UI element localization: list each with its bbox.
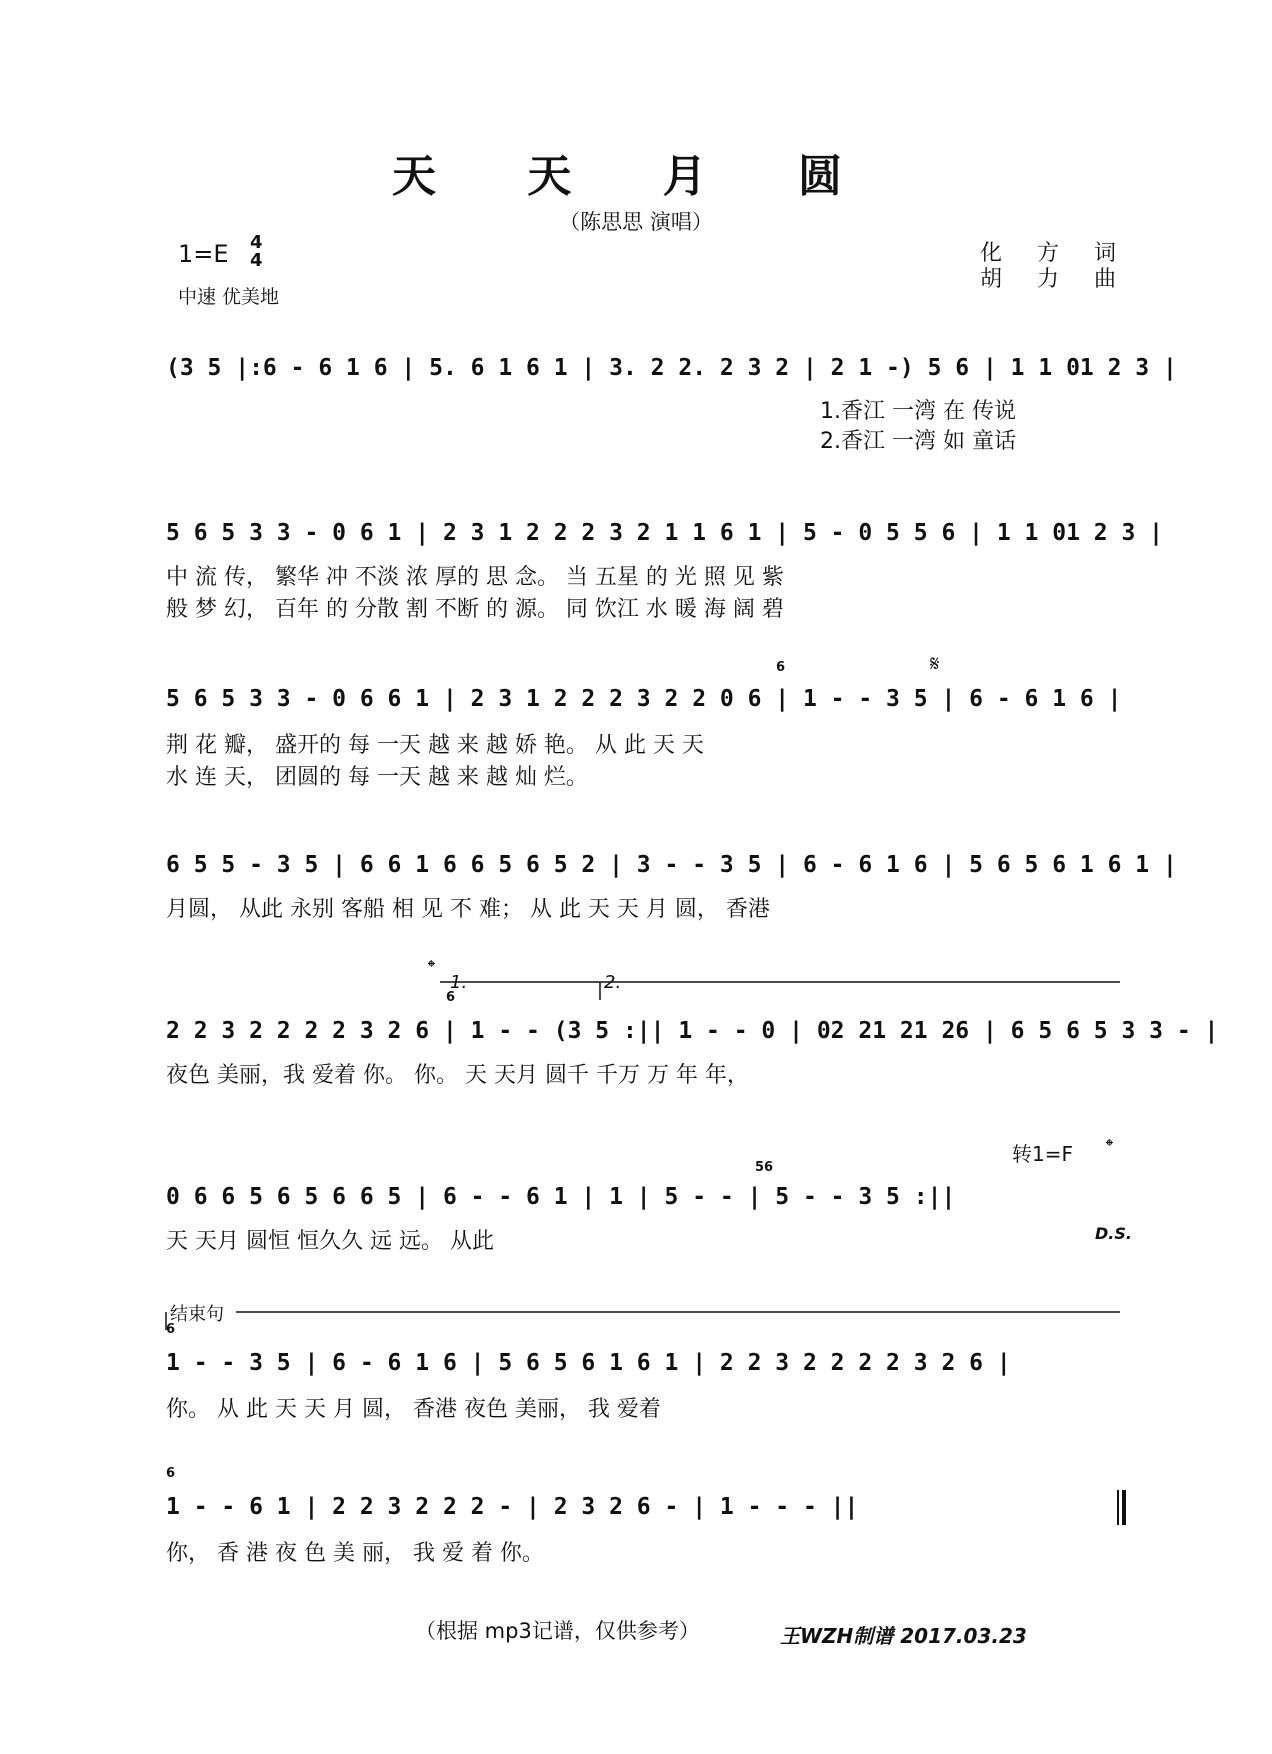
score-line-8: 1 - - 6 1 | 2 2 3 2 2 2 - | 2 3 2 6 - | 1 - - - ||	[166, 1494, 859, 1520]
lyricist-credit: 化 方 词	[980, 241, 1130, 266]
lyric-line-8: 你， 香 港 夜 色 美 丽， 我 爱 着 你。	[166, 1541, 544, 1566]
meter-change-56: 56	[755, 1160, 774, 1175]
lyric-line-2a: 中 流 传， 繁华 冲 不淡 浓 厚的 思 念。 当 五星 的 光 照 见 紫	[166, 565, 784, 590]
lyric-line-3b: 水 连 天， 团圆的 每 一天 越 来 越 灿 烂。	[166, 765, 588, 790]
lyric-line-1a: 1.香江 一湾 在 传说	[820, 399, 1016, 424]
subtitle: （陈思思 演唱）	[559, 210, 713, 234]
arranger-signature: 王WZH制谱 2017.03.23	[780, 1624, 1027, 1648]
meter-change-6b: 6	[446, 990, 456, 1005]
lyric-line-4: 月圆， 从此 永别 客船 相 见 不 难； 从 此 天 天 月 圆， 香港	[166, 897, 770, 922]
footer-note: （根据 mp3记谱，仅供参考）	[415, 1619, 700, 1643]
score-line-6: 0 6 6 5 6 5 6 6 5 | 6 - - 6 1 | 1 | 5 - - | 5 - - 3 5 :||	[166, 1184, 956, 1210]
volta-2: 2.	[604, 972, 622, 993]
score-line-1: (3 5 |:6 - 6 1 6 | 5. 6 1 6 1 | 3. 2 2. 2 3 2 | 2 1 -) 5 6 | 1 1 01 2 3 |	[166, 355, 1177, 381]
lyric-line-6: 天 天月 圆恒 恒久久 远 远。 从此	[166, 1229, 494, 1254]
lyric-line-5: 夜色 美丽，我 爱着 你。 你。 天 天月 圆千 千万 万 年 年，	[166, 1063, 749, 1088]
key-signature: 1=E	[178, 240, 229, 268]
time-top: 4	[250, 232, 263, 253]
score-line-4: 6 5 5 - 3 5 | 6 6 1 6 6 5 6 5 2 | 3 - - 3 5 | 6 - 6 1 6 | 5 6 5 6 1 6 1 |	[166, 852, 1177, 878]
time-bottom: 4	[250, 250, 263, 271]
meter-change-6c: 6	[166, 1322, 176, 1337]
lyric-line-2b: 般 梦 幻， 百年 的 分散 割 不断 的 源。 同 饮江 水 暖 海 阔 碧	[166, 597, 784, 622]
lyric-line-3a: 荆 花 瓣， 盛开的 每 一天 越 来 越 娇 艳。 从 此 天 天	[166, 733, 704, 758]
volta-1: 1.	[450, 972, 468, 993]
meter-change-6d: 6	[166, 1466, 176, 1481]
tempo-marking: 中速 优美地	[178, 286, 280, 308]
score-line-5: 2 2 3 2 2 2 2 3 2 6 | 1 - - (3 5 :|| 1 - - 0 | 02 21 21 26 | 6 5 6 5 3 3 - |	[166, 1018, 1219, 1044]
score-line-7: 1 - - 3 5 | 6 - 6 1 6 | 5 6 5 6 1 6 1 | 2 2 3 2 2 2 2 3 2 6 |	[166, 1350, 1011, 1376]
coda-sign-1: 𝄌	[428, 955, 435, 979]
modulation-mark: 转1=F	[1012, 1142, 1073, 1166]
score-line-2: 5 6 5 3 3 - 0 6 1 | 2 3 1 2 2 2 3 2 1 1 6 1 | 5 - 0 5 5 6 | 1 1 01 2 3 |	[166, 520, 1163, 546]
segno-sign: 𝄋	[930, 652, 940, 677]
page-title: 天 天 月 圆	[392, 151, 880, 202]
lyric-line-7: 你。 从 此 天 天 月 圆， 香港 夜色 美丽， 我 爱着	[166, 1397, 661, 1422]
coda-sign-2: 𝄌	[1106, 1134, 1113, 1158]
score-line-3: 5 6 5 3 3 - 0 6 6 1 | 2 3 1 2 2 2 3 2 2 0 6 | 1 - - 3 5 | 6 - 6 1 6 |	[166, 686, 1122, 712]
ds-mark: D.S.	[1095, 1224, 1132, 1243]
meter-change-6a: 6	[776, 660, 786, 675]
lyric-line-1b: 2.香江 一湾 如 童话	[820, 429, 1016, 454]
composer-credit: 胡 力 曲	[980, 267, 1130, 292]
ending-label: 结束句	[170, 1304, 224, 1325]
